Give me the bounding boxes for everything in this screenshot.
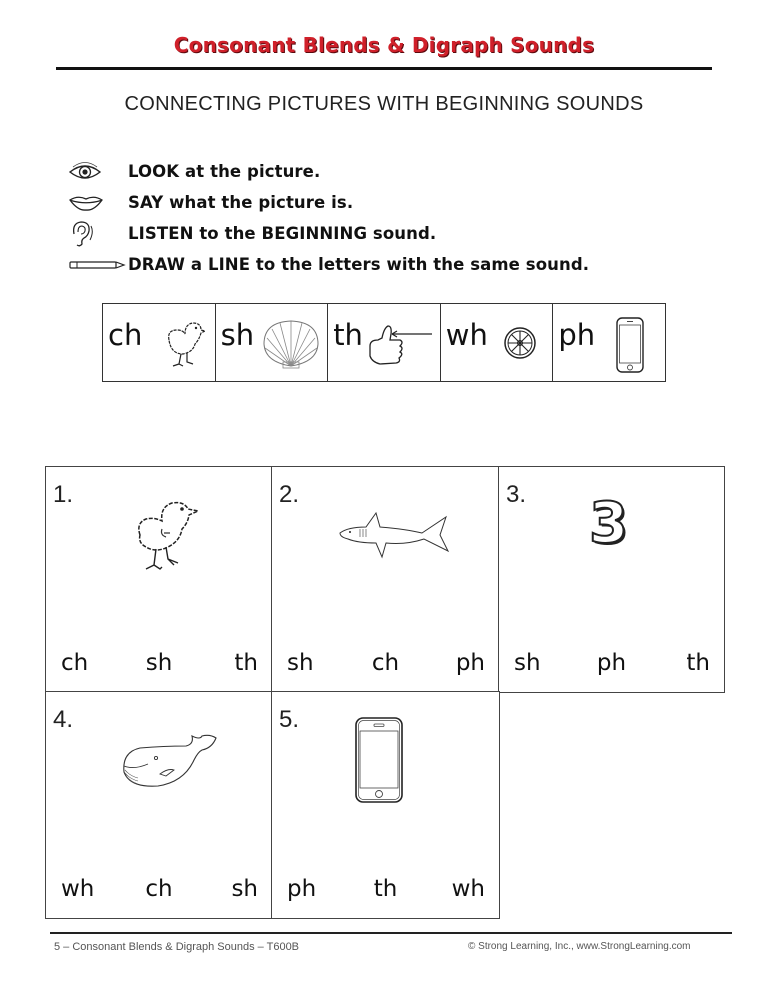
exercise-number: 1. — [53, 481, 74, 508]
reference-strip — [102, 303, 666, 382]
wheel-icon — [503, 326, 537, 360]
choice-option[interactable]: sh — [287, 650, 314, 676]
whale-icon — [120, 730, 220, 792]
exercise-cell-4 — [45, 691, 273, 919]
instruction-text: DRAW a LINE to the letters with the same sound. — [128, 255, 590, 274]
lips-icon — [68, 190, 128, 216]
instruction-look — [68, 156, 589, 187]
exercise-number: 5. — [279, 706, 300, 733]
reference-letters: ch — [108, 317, 143, 352]
reference-ch — [103, 304, 216, 381]
title-divider — [56, 67, 712, 70]
instruction-listen — [68, 218, 589, 249]
reference-letters: wh — [445, 317, 488, 352]
choice-option[interactable]: sh — [514, 650, 541, 676]
footer-page-label: 5 – Consonant Blends & Digraph Sounds – T600B — [54, 941, 300, 953]
choice-option[interactable]: wh — [451, 876, 485, 902]
choice-option[interactable]: ph — [596, 650, 627, 676]
choice-option[interactable]: ph — [287, 876, 317, 902]
chick-icon — [132, 497, 210, 577]
instruction-say — [68, 187, 589, 218]
ear-icon — [68, 221, 128, 247]
exercise-cell-2 — [271, 466, 500, 693]
choice-option[interactable]: ch — [61, 650, 89, 676]
page-subtitle: CONNECTING PICTURES WITH BEGINNING SOUNDS — [124, 93, 644, 115]
reference-wh — [441, 304, 554, 381]
choice-option[interactable]: ph — [455, 650, 485, 676]
page-title: Consonant Blends & Digraph Sounds — [173, 33, 595, 57]
instructions-list — [68, 156, 589, 280]
choice-option[interactable]: th — [686, 650, 710, 676]
exercise-cell-3 — [498, 466, 725, 693]
instruction-text: LISTEN to the BEGINNING sound. — [128, 224, 437, 243]
choice-option[interactable]: ch — [145, 876, 173, 902]
choice-option[interactable]: sh — [145, 650, 173, 676]
footer-copyright: © Strong Learning, Inc., www.StrongLearning.com — [468, 941, 691, 952]
instruction-text: LOOK at the picture. — [128, 162, 321, 181]
reference-sh — [216, 304, 329, 381]
shark-icon — [336, 511, 450, 561]
reference-letters: ph — [558, 317, 596, 352]
phone-icon — [615, 316, 645, 374]
reference-letters: th — [333, 317, 363, 352]
exercise-number: 4. — [53, 706, 74, 733]
instruction-text: SAY what the picture is. — [128, 193, 354, 212]
exercise-cell-5 — [271, 691, 500, 919]
exercise-cell-1 — [45, 466, 273, 693]
exercise-number: 2. — [279, 481, 300, 508]
reference-ph — [553, 304, 665, 381]
pencil-icon — [68, 252, 128, 278]
shell-icon — [261, 318, 321, 370]
choice-option[interactable]: th — [234, 650, 258, 676]
reference-th — [328, 304, 441, 381]
instruction-draw — [68, 249, 589, 280]
chick-icon — [161, 318, 205, 370]
number-three-icon: 3 — [589, 491, 628, 556]
reference-letters: sh — [220, 317, 255, 352]
choice-option[interactable]: ch — [371, 650, 400, 676]
eye-icon — [68, 159, 128, 185]
choice-option[interactable]: wh — [61, 876, 95, 902]
choice-option[interactable]: th — [373, 876, 398, 902]
footer-divider — [50, 932, 732, 934]
choice-option[interactable]: sh — [231, 876, 258, 902]
exercise-number: 3. — [506, 481, 527, 508]
phone-icon — [354, 716, 404, 804]
thumb-icon — [366, 322, 438, 366]
